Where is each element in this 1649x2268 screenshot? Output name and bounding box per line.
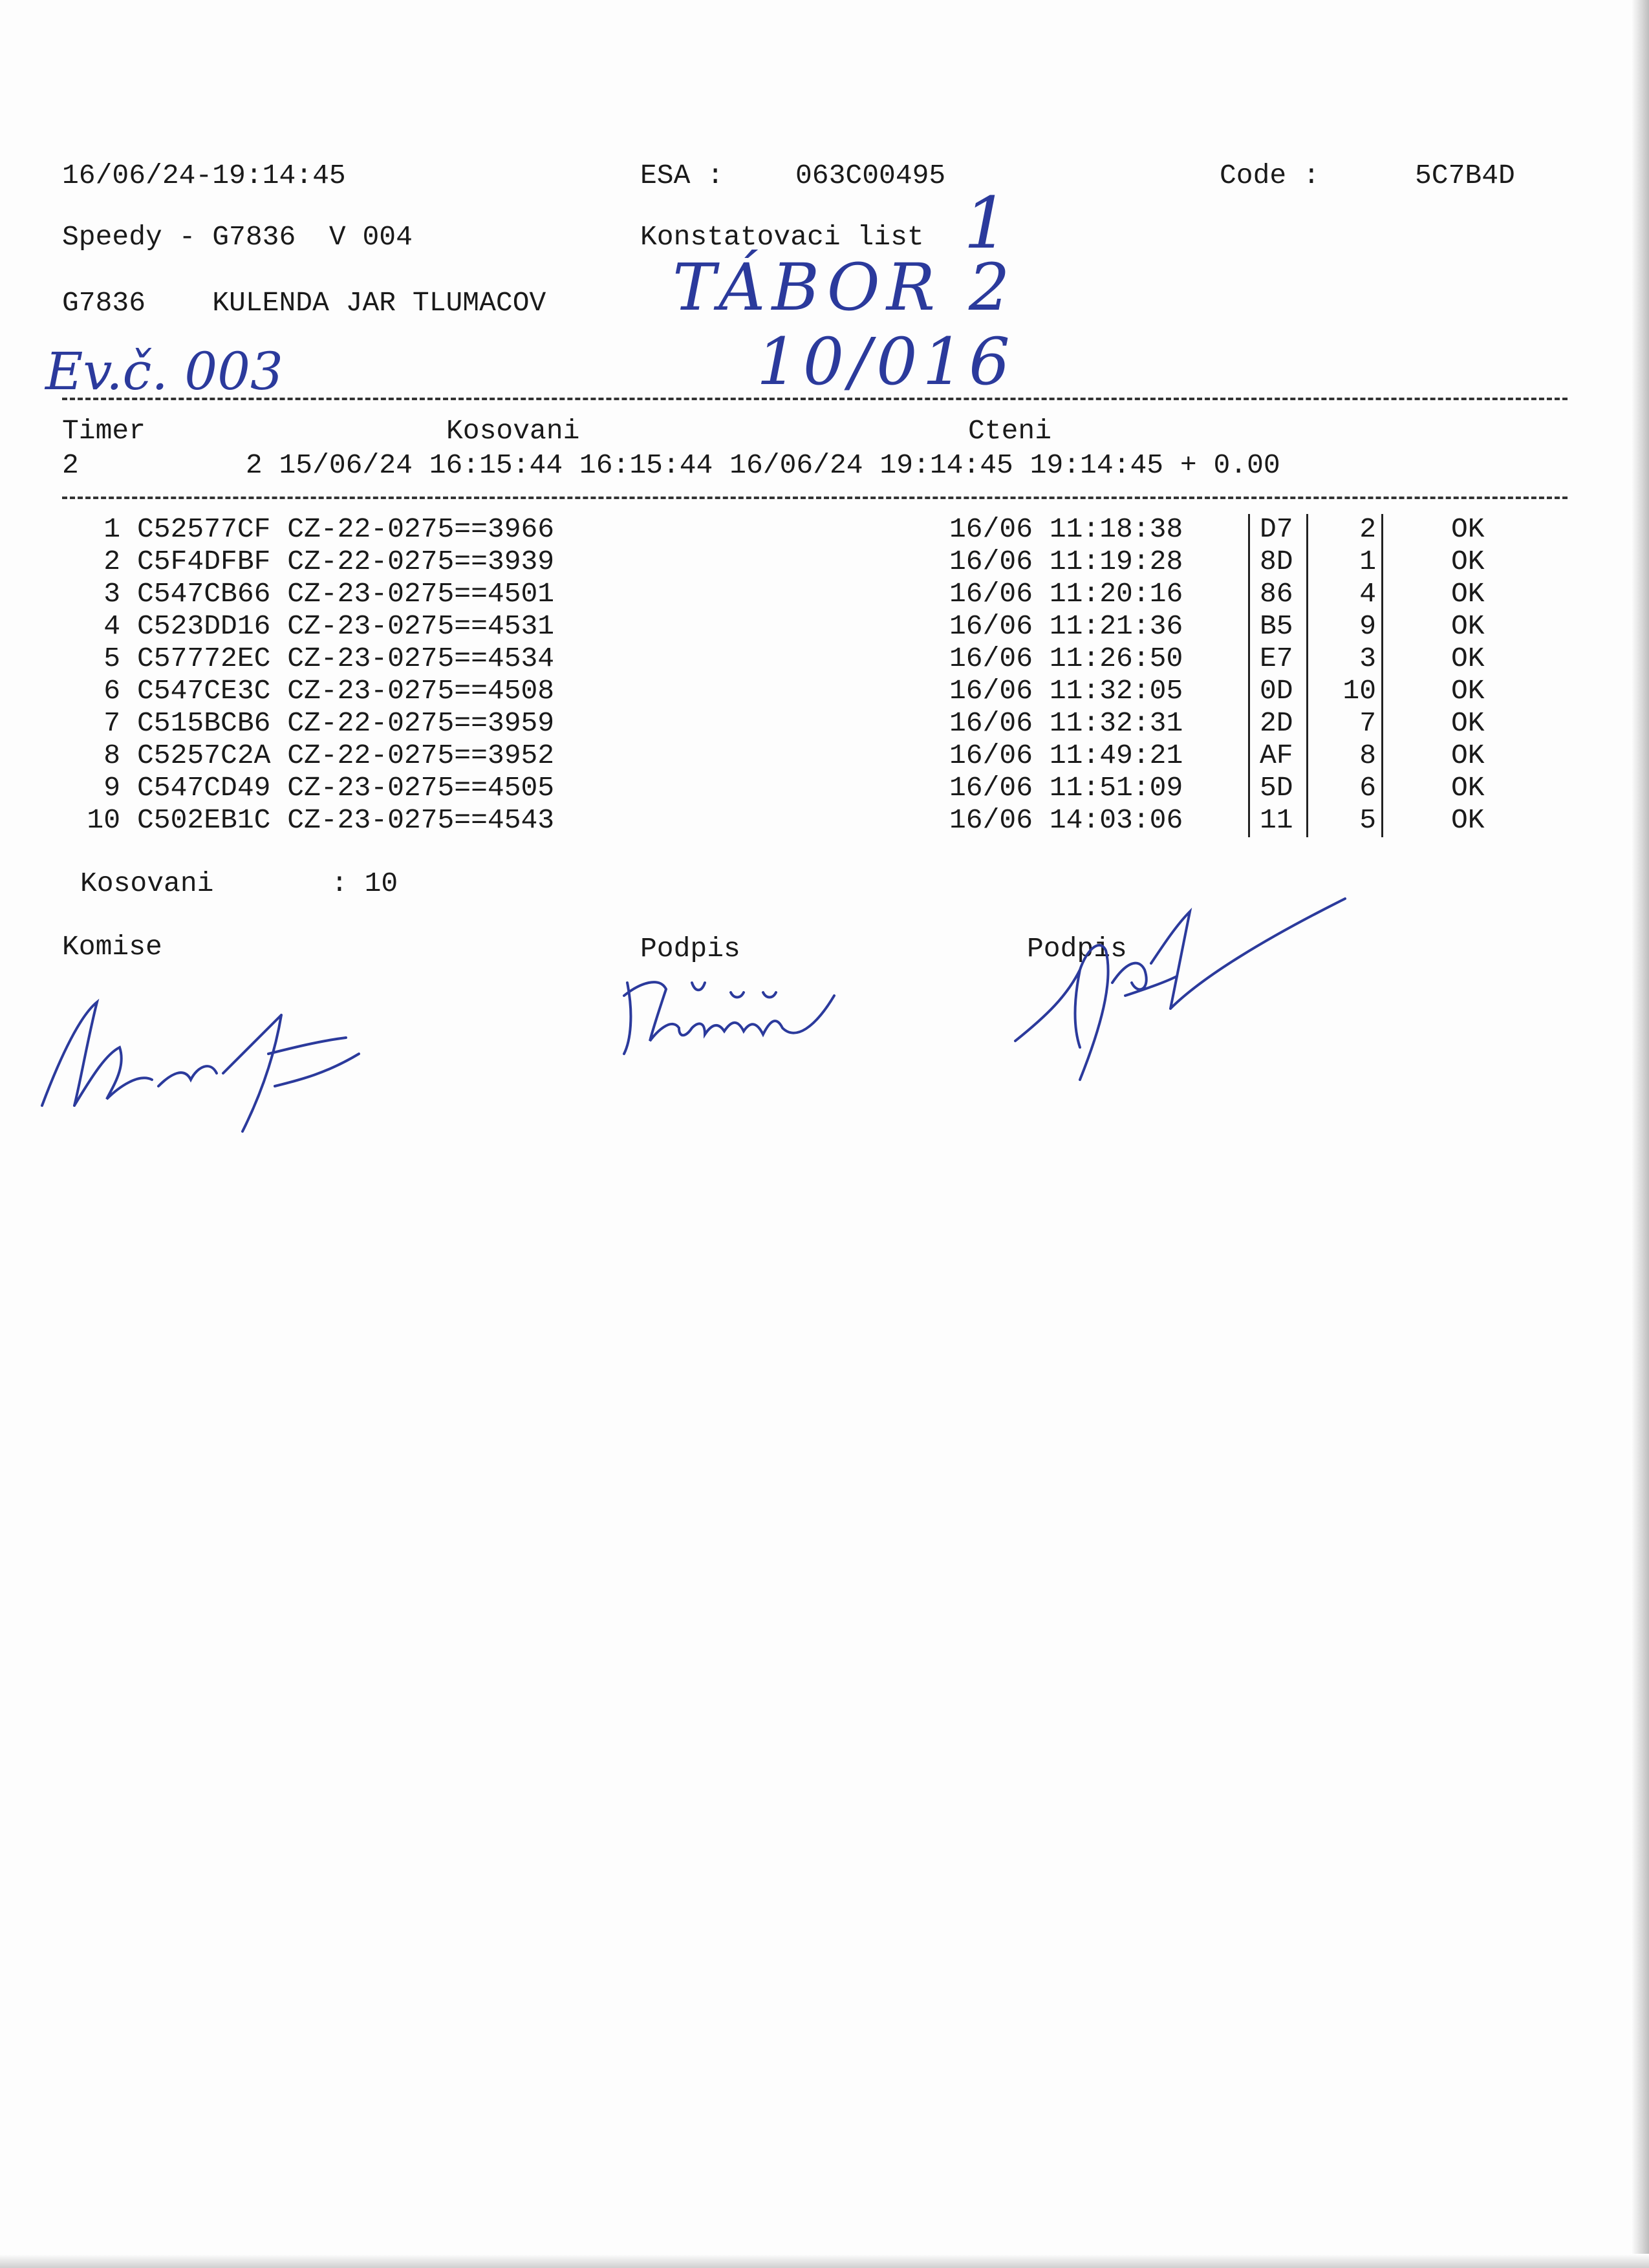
scan-edge-right xyxy=(1631,0,1649,2268)
ring-id: C5257C2A CZ-22-0275==3952 xyxy=(137,740,555,771)
rank: 4 xyxy=(1359,578,1376,610)
check-code: 0D xyxy=(1260,675,1293,707)
rank: 1 xyxy=(1359,546,1376,577)
code-label: Code : xyxy=(1220,160,1320,191)
arrival-time: 16/06 11:19:28 xyxy=(949,546,1183,577)
rank: 5 xyxy=(1359,804,1376,836)
esa-label: ESA : xyxy=(640,160,724,191)
summary-kosovani-value: : 10 xyxy=(331,868,398,899)
ring-id: C502EB1C CZ-23-0275==4543 xyxy=(137,804,555,836)
rank: 6 xyxy=(1359,772,1376,804)
check-code: 86 xyxy=(1260,578,1293,610)
club-line: G7836 KULENDA JAR TLUMACOV xyxy=(62,287,546,319)
rank: 9 xyxy=(1359,610,1376,642)
table-row xyxy=(0,709,1649,742)
arrival-time: 16/06 11:26:50 xyxy=(949,643,1183,674)
signature-podpis-2 xyxy=(1009,886,1358,1086)
timer-values-line: 2 2 15/06/24 16:15:44 16:15:44 16/06/24 19:14:45 19:14:45 + 0.00 xyxy=(62,449,1280,481)
divider-top xyxy=(62,398,1568,400)
table-row xyxy=(0,548,1649,580)
status: OK xyxy=(1451,546,1485,577)
rank: 10 xyxy=(1342,675,1376,707)
podpis-label-1: Podpis xyxy=(640,933,740,965)
handwritten-place: TÁBOR 2 xyxy=(673,250,1017,325)
status: OK xyxy=(1451,610,1485,642)
rank: 2 xyxy=(1359,513,1376,545)
arrival-time: 16/06 11:49:21 xyxy=(949,740,1183,771)
summary-kosovani-label: Kosovani xyxy=(80,868,214,899)
check-code: 8D xyxy=(1260,546,1293,577)
row-number: 5 xyxy=(103,643,120,674)
handwritten-evidence-number: Ev.č. 003 xyxy=(45,341,283,401)
rank: 7 xyxy=(1359,707,1376,739)
check-code: AF xyxy=(1260,740,1293,771)
ring-id: C547CB66 CZ-23-0275==4501 xyxy=(137,578,555,610)
table-row xyxy=(0,515,1649,548)
status: OK xyxy=(1451,643,1485,674)
rank: 8 xyxy=(1359,740,1376,771)
row-number: 1 xyxy=(103,513,120,545)
ring-id: C547CE3C CZ-23-0275==4508 xyxy=(137,675,555,707)
ring-id: C523DD16 CZ-23-0275==4531 xyxy=(137,610,555,642)
esa-value: 063C00495 xyxy=(795,160,946,191)
status: OK xyxy=(1451,772,1485,804)
row-number: 10 xyxy=(87,804,120,836)
row-number: 9 xyxy=(103,772,120,804)
check-code: D7 xyxy=(1260,513,1293,545)
column-rule-right xyxy=(1381,514,1383,837)
arrival-time: 16/06 11:51:09 xyxy=(949,772,1183,804)
check-code: 5D xyxy=(1260,772,1293,804)
status: OK xyxy=(1451,740,1485,771)
table-row xyxy=(0,612,1649,645)
arrival-time: 16/06 11:18:38 xyxy=(949,513,1183,545)
row-number: 4 xyxy=(103,610,120,642)
ring-id: C5F4DFBF CZ-22-0275==3939 xyxy=(137,546,555,577)
table-row xyxy=(0,806,1649,839)
table-row xyxy=(0,742,1649,774)
signature-podpis-1 xyxy=(614,957,860,1073)
ring-id: C57772EC CZ-23-0275==4534 xyxy=(137,643,555,674)
status: OK xyxy=(1451,513,1485,545)
timer-label: Timer xyxy=(62,415,146,447)
device-line: Speedy - G7836 V 004 xyxy=(62,221,413,253)
ring-id: C547CD49 CZ-23-0275==4505 xyxy=(137,772,555,804)
ring-id: C515BCB6 CZ-22-0275==3959 xyxy=(137,707,555,739)
arrival-time: 16/06 14:03:06 xyxy=(949,804,1183,836)
row-number: 3 xyxy=(103,578,120,610)
print-datetime: 16/06/24-19:14:45 xyxy=(62,160,346,191)
cteni-label: Cteni xyxy=(968,415,1052,447)
check-code: B5 xyxy=(1260,610,1293,642)
table-row xyxy=(0,677,1649,709)
check-code: 11 xyxy=(1260,804,1293,836)
row-number: 8 xyxy=(103,740,120,771)
divider-middle xyxy=(62,497,1568,499)
row-number: 6 xyxy=(103,675,120,707)
column-rule-left xyxy=(1248,514,1250,837)
arrival-time: 16/06 11:32:31 xyxy=(949,707,1183,739)
arrival-time: 16/06 11:20:16 xyxy=(949,578,1183,610)
check-code: 2D xyxy=(1260,707,1293,739)
status: OK xyxy=(1451,578,1485,610)
podpis-label-2: Podpis xyxy=(1027,933,1127,965)
column-rule-middle xyxy=(1306,514,1308,837)
ring-id: C52577CF CZ-22-0275==3966 xyxy=(137,513,555,545)
check-code: E7 xyxy=(1260,643,1293,674)
row-number: 2 xyxy=(103,546,120,577)
scan-edge-bottom xyxy=(0,2254,1649,2268)
status: OK xyxy=(1451,804,1485,836)
arrival-time: 16/06 11:21:36 xyxy=(949,610,1183,642)
table-row xyxy=(0,774,1649,806)
row-number: 7 xyxy=(103,707,120,739)
signature-komise xyxy=(36,976,372,1144)
form-title: Konstatovaci list xyxy=(640,221,924,253)
komise-label: Komise xyxy=(62,931,162,963)
table-row xyxy=(0,645,1649,677)
kosovani-label: Kosovani xyxy=(446,415,580,447)
arrival-time: 16/06 11:32:05 xyxy=(949,675,1183,707)
table-row xyxy=(0,580,1649,612)
status: OK xyxy=(1451,675,1485,707)
status: OK xyxy=(1451,707,1485,739)
rank: 3 xyxy=(1359,643,1376,674)
handwritten-date: 10/016 xyxy=(757,324,1015,400)
code-value: 5C7B4D xyxy=(1415,160,1515,191)
handwritten-list-number: 1 xyxy=(964,182,1009,264)
